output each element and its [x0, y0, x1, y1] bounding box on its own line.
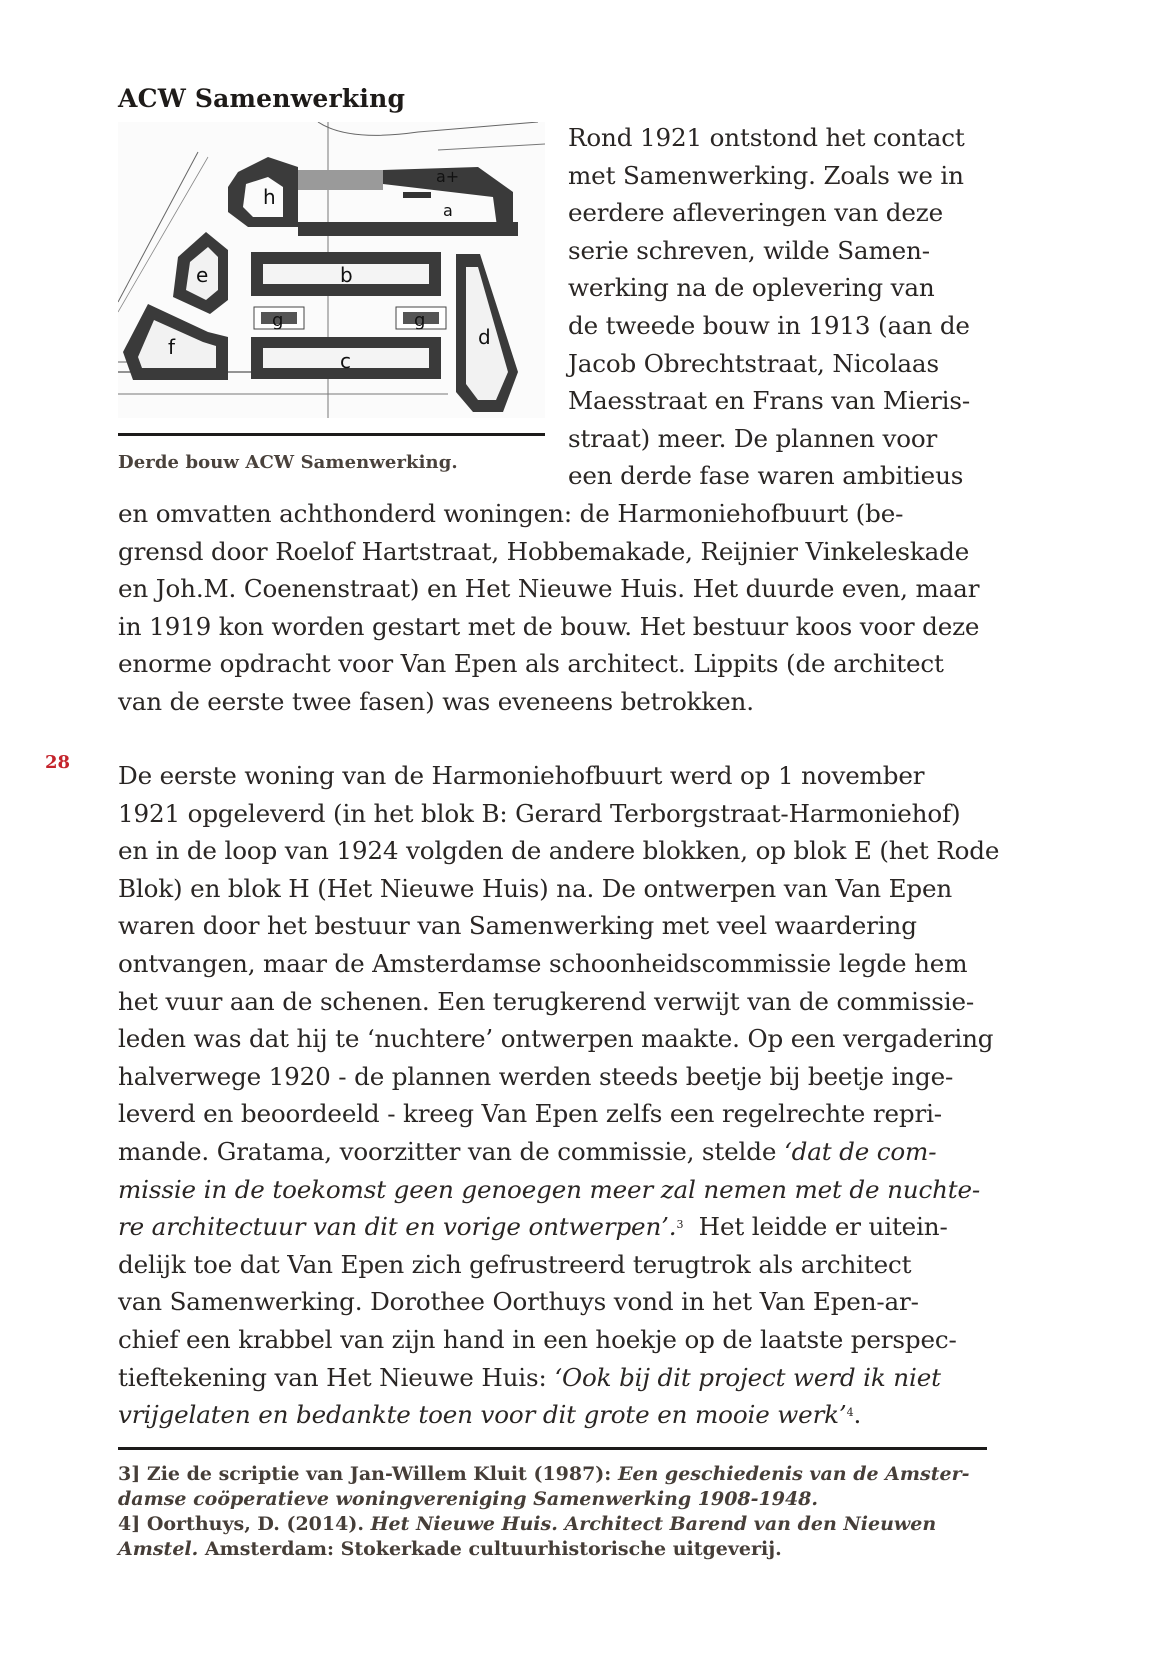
text-run: 4] Oorthuys, D. (2014).: [118, 1513, 371, 1535]
text-line: [118, 1359, 998, 1397]
text-run: Amsterdam: Stokerkade cultuurhistorische uitgeverij.: [198, 1538, 782, 1560]
text-line: en omvatten achthonderd woningen: de Harmoniehofbuurt (be-: [118, 499, 904, 528]
text-line: ontvangen, maar de Amsterdamse schoonheidscommissie legde hem: [118, 948, 968, 978]
text-line: de tweede bouw in 1913 (aan de: [568, 310, 970, 340]
block-label-g-right: g: [414, 310, 426, 331]
text-line: 1921 opgeleverd (in het blok B: Gerard Terborgstraat-Harmoniehof): [118, 798, 961, 828]
quote-text: ‘dat de com-: [783, 1136, 937, 1166]
text-line: en in de loop van 1924 volgden de andere blokken, op blok E (het Rode: [118, 836, 1000, 866]
text-line: [118, 1133, 998, 1171]
text-line: Maesstraat en Frans van Mieris-: [568, 386, 970, 416]
block-label-d: d: [478, 325, 491, 349]
paragraph-1-right-column: [568, 119, 998, 495]
block-label-b: b: [340, 263, 353, 287]
text-run: mande. Gratama, voorzitter van de commissie, stelde: [118, 1136, 784, 1166]
text-line: [118, 1171, 998, 1209]
figure-caption: Derde bouw ACW Samenwerking.: [118, 452, 458, 473]
site-plan-figure: [118, 122, 545, 418]
text-line: in 1919 kon worden gestart met de bouw. Het bestuur koos voor deze: [118, 611, 980, 641]
block-label-h: h: [263, 185, 276, 209]
quote-text: re architectuur van dit en vorige ontwerpen’.: [118, 1212, 677, 1242]
site-plan-drawing: [118, 122, 545, 418]
paragraph-1-continued: [118, 495, 998, 721]
footnote-3-line-1: [118, 1462, 998, 1487]
text-line: De eerste woning van de Harmoniehofbuurt werd op 1 november: [118, 761, 925, 790]
figure-divider: [118, 433, 545, 436]
text-line: van Samenwerking. Dorothee Oorthuys vond in het Van Epen-ar-: [118, 1287, 919, 1317]
paragraph-2: [118, 757, 998, 1434]
footnote-4-line-1: [118, 1512, 998, 1537]
block-label-a: a: [443, 201, 453, 220]
quote-text: vrijgelaten en bedankte toen voor dit grote en mooie werk’: [118, 1400, 847, 1430]
title-text: damse coöperatieve woningvereniging Samenwerking 1908-1948.: [118, 1488, 819, 1510]
text-line: [118, 1208, 998, 1246]
quote-text: ‘Ook bij dit project werd ik niet: [554, 1362, 941, 1392]
text-line: leverd en beoordeeld - kreeg Van Epen zelfs een regelrechte repri-: [118, 1099, 942, 1129]
text-line: eerdere afleveringen van deze: [568, 198, 944, 228]
block-label-c: c: [340, 349, 351, 373]
title-text: Amstel.: [118, 1538, 199, 1560]
footnote-ref-4[interactable]: 4: [846, 1406, 854, 1420]
page-number: 28: [45, 752, 71, 773]
text-line: Jacob Obrechtstraat, Nicolaas: [568, 348, 939, 378]
text-line: Rond 1921 ontstond het contact: [568, 123, 965, 152]
footnotes: [118, 1462, 998, 1562]
text-line: enorme opdracht voor Van Epen als architect. Lippits (de architect: [118, 649, 944, 679]
section-title: ACW Samenwerking: [118, 84, 406, 113]
text-line: een derde fase waren ambitieus: [568, 461, 964, 491]
footnote-ref-3[interactable]: 3: [676, 1218, 684, 1232]
text-line: halverwege 1920 - de plannen werden steeds beetje bij beetje inge-: [118, 1061, 954, 1091]
block-label-f: f: [168, 335, 176, 359]
text-line: serie schreven, wilde Samen-: [568, 235, 930, 265]
footnote-4-line-2: [118, 1537, 998, 1562]
block-label-e: e: [196, 263, 209, 287]
text-line: delijk toe dat Van Epen zich gefrustreerd terugtrok als architect: [118, 1249, 912, 1279]
title-text: Een geschiedenis van de Amster-: [617, 1463, 970, 1485]
text-line: en Joh.M. Coenenstraat) en Het Nieuwe Huis. Het duurde even, maar: [118, 574, 980, 604]
text-line: werking na de oplevering van: [568, 273, 935, 303]
text-line: waren door het bestuur van Samenwerking met veel waardering: [118, 911, 917, 941]
text-run: Het leidde er uitein-: [683, 1212, 948, 1242]
text-line: chief een krabbel van zijn hand in een hoekje op de laatste perspec-: [118, 1324, 957, 1354]
footnote-3-line-2: [118, 1487, 998, 1512]
text-run: 3] Zie de scriptie van Jan-Willem Kluit (1987):: [118, 1463, 618, 1485]
text-line: van de eerste twee fasen) was eveneens betrokken.: [118, 686, 754, 716]
text-line: straat) meer. De plannen voor: [568, 423, 938, 453]
text-line: het vuur aan de schenen. Een terugkerend verwijt van de commissie-: [118, 986, 975, 1016]
text-line: [118, 1396, 998, 1434]
text-line: grensd door Roelof Hartstraat, Hobbemakade, Reijnier Vinkeleskade: [118, 536, 970, 566]
title-text: Het Nieuwe Huis. Architect Barend van den Nieuwen: [370, 1513, 937, 1535]
footnote-divider: [118, 1447, 987, 1450]
text-line: leden was dat hij te ‘nuchtere’ ontwerpen maakte. Op een vergadering: [118, 1024, 994, 1054]
block-label-g-left: g: [272, 310, 284, 331]
block-label-a-plus: a+: [436, 167, 460, 186]
text-run: .: [853, 1400, 862, 1430]
quote-text: missie in de toekomst geen genoegen meer zal nemen met de nuchte-: [118, 1174, 981, 1204]
text-line: Blok) en blok H (Het Nieuwe Huis) na. De ontwerpen van Van Epen: [118, 873, 953, 903]
text-line: met Samenwerking. Zoals we in: [568, 160, 964, 190]
text-run: tieftekening van Het Nieuwe Huis:: [118, 1362, 555, 1392]
